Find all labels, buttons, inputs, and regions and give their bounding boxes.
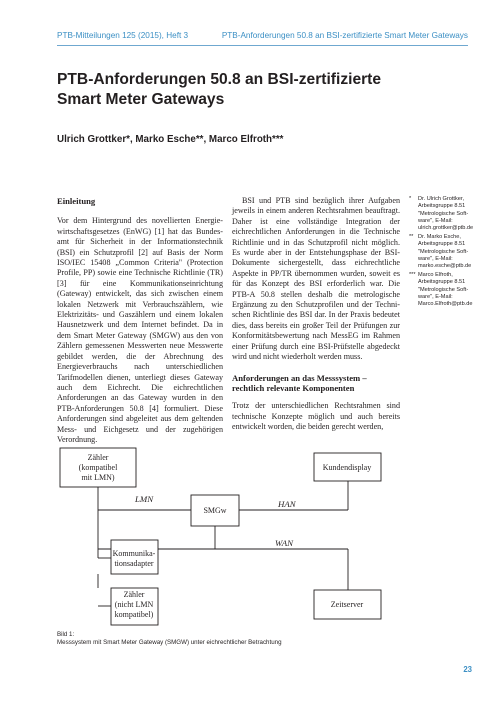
meter-lmn-label-1: Zähler bbox=[87, 453, 109, 462]
footnote-text: Dr. Marko Esche, Arbeitsgruppe 8.51 "Metrologische Software", E-Mail: marko.esche@ptb.de bbox=[418, 233, 472, 270]
paragraph-bsi-ptb: BSI und PTB sind bezüglich ihrer Aufgaben jeweils in einem anderen Rechtsrahmen beauftragt. Daher ist eine vollständige Integration der eichrechtlichen Anforderungen in die Technische Richtlinie und in das Schutzprofil nicht möglich. Es wurde aber in der Entstehungsphase der BSI-Dokumente sichergestellt, dass eichrechtliche Aspekte in PP/TR übernommen wurden, soweit es für das Konzept des BSI erforderlich war. Die PTB-A 50.8 stellen deshalb die metrologische Ergänzung zu den Schutzprofilen und der Technischen Richtlinie des BSI dar. In der Praxis bedeutet dies, dass bereits ein großer Teil der Prüfungen zur Konformitätsbewertung nach MessEG im Rahmen einer Prüfung durch eine BSI-Prüfstelle abgedeckt wird und nicht wiederholt werden muss. bbox=[232, 196, 400, 362]
communication-adapter-label-1: Kommunika- bbox=[112, 549, 156, 558]
footnote-mark: *** bbox=[409, 271, 416, 278]
wan-label: WAN bbox=[275, 538, 293, 548]
customer-display-label: Kundendisplay bbox=[322, 463, 372, 472]
paragraph-einleitung: Vor dem Hintergrund des novellierten Energiewirtschaftsgesetzes (EnWG) [1] hat das Bundesamt für Sicherheit in der Informationstechnik (BSI) ein Schutzprofil [2] auf Basis der Norm ISO/IEC 15408 „Common Criteria" (Protection Profile, PP) sowie eine Technische Richtlinie (TR) [3] für eine Kommunikationseinrichtung (Gateway) entwickelt, das sich zwischen einem lokalen Netzwerk mit Verbrauchszählern, wie Elektrizitäts- und Gaszählern und einem lokalen Hausnetzwerk und dem Internet befindet. Da in dem Smart Meter Gateway (SMGW) aus den von Zählern gemessenen Messwerten neue Messwerte gebildet werden, die der Abrechnung des Energieverbrauchs nach unterschiedlichen Tarifmodellen dienen, unterliegt dieses Gateway auch dem Eichrecht. Die eichrechtlichen Anforderungen an das Gateway wurden in den PTB-Anforderungen 50.8 [4] formuliert. Diese Anforderungen sind abgeleitet aus dem geltenden Mess- und Eichgesetz und der zugehörigen Verordnung. bbox=[57, 216, 223, 444]
meter-non-lmn-label-1: Zähler bbox=[123, 590, 145, 599]
lmn-label: LMN bbox=[135, 494, 154, 504]
journal-issue: PTB-Mitteilungen 125 (2015), Heft 3 bbox=[57, 31, 189, 40]
smgw-label: SMGw bbox=[203, 506, 227, 515]
running-title: PTB-Anforderungen 50.8 an BSI-zertifizierte Smart Meter Gateways bbox=[221, 31, 468, 40]
article-title-line-1: PTB-Anforderungen 50.8 an BSI-zertifizierte bbox=[57, 71, 382, 88]
meter-non-lmn-label-2: (nicht LMN bbox=[114, 600, 154, 609]
figure-caption-text: Messsystem mit Smart Meter Gateway (SMGW) unter eichrechtlicher Betrachtung bbox=[57, 639, 282, 646]
figure-caption-number: Bild 1: bbox=[57, 631, 75, 638]
authors: Ulrich Grottker*, Marko Esche**, Marco Elfroth*** bbox=[57, 134, 284, 145]
page-number: 23 bbox=[463, 665, 472, 674]
meter-lmn-label-3: mit LMN) bbox=[81, 473, 115, 482]
communication-adapter-label-2: tionsadapter bbox=[114, 559, 154, 568]
footnote-text: Marco Elfroth, Arbeitsgruppe 8.51 "Metrologische Software", E-Mail: Marco.Elfroth@ptb.de bbox=[418, 271, 473, 308]
footnote-mark: ** bbox=[409, 233, 414, 240]
section-heading-einleitung: Einleitung bbox=[57, 196, 96, 206]
section-heading-messsystem: Anforderungen an das Messsystem – rechtlich relevante Komponenten bbox=[232, 372, 367, 393]
paragraph-messsystem: Trotz der unterschiedlichen Rechtsrahmen sind technische Konzepte möglich und auch bereits entwickelt worden, die beiden gerecht werden, bbox=[232, 401, 400, 432]
meter-non-lmn-label-3: kompatibel) bbox=[114, 610, 154, 619]
footnote-text: Dr. Ulrich Grottker, Arbeitsgruppe 8.51 "Metrologische Software", E-Mail: ulrich.grottker@ptb.de bbox=[418, 196, 474, 232]
figure-caption bbox=[57, 631, 282, 647]
time-server-label: Zeitserver bbox=[330, 600, 364, 609]
han-label: HAN bbox=[278, 499, 296, 509]
meter-lmn-label-2: (kompatibel bbox=[78, 463, 118, 472]
footnote-mark: * bbox=[409, 196, 412, 202]
article-title-line-2: Smart Meter Gateways bbox=[57, 90, 225, 108]
